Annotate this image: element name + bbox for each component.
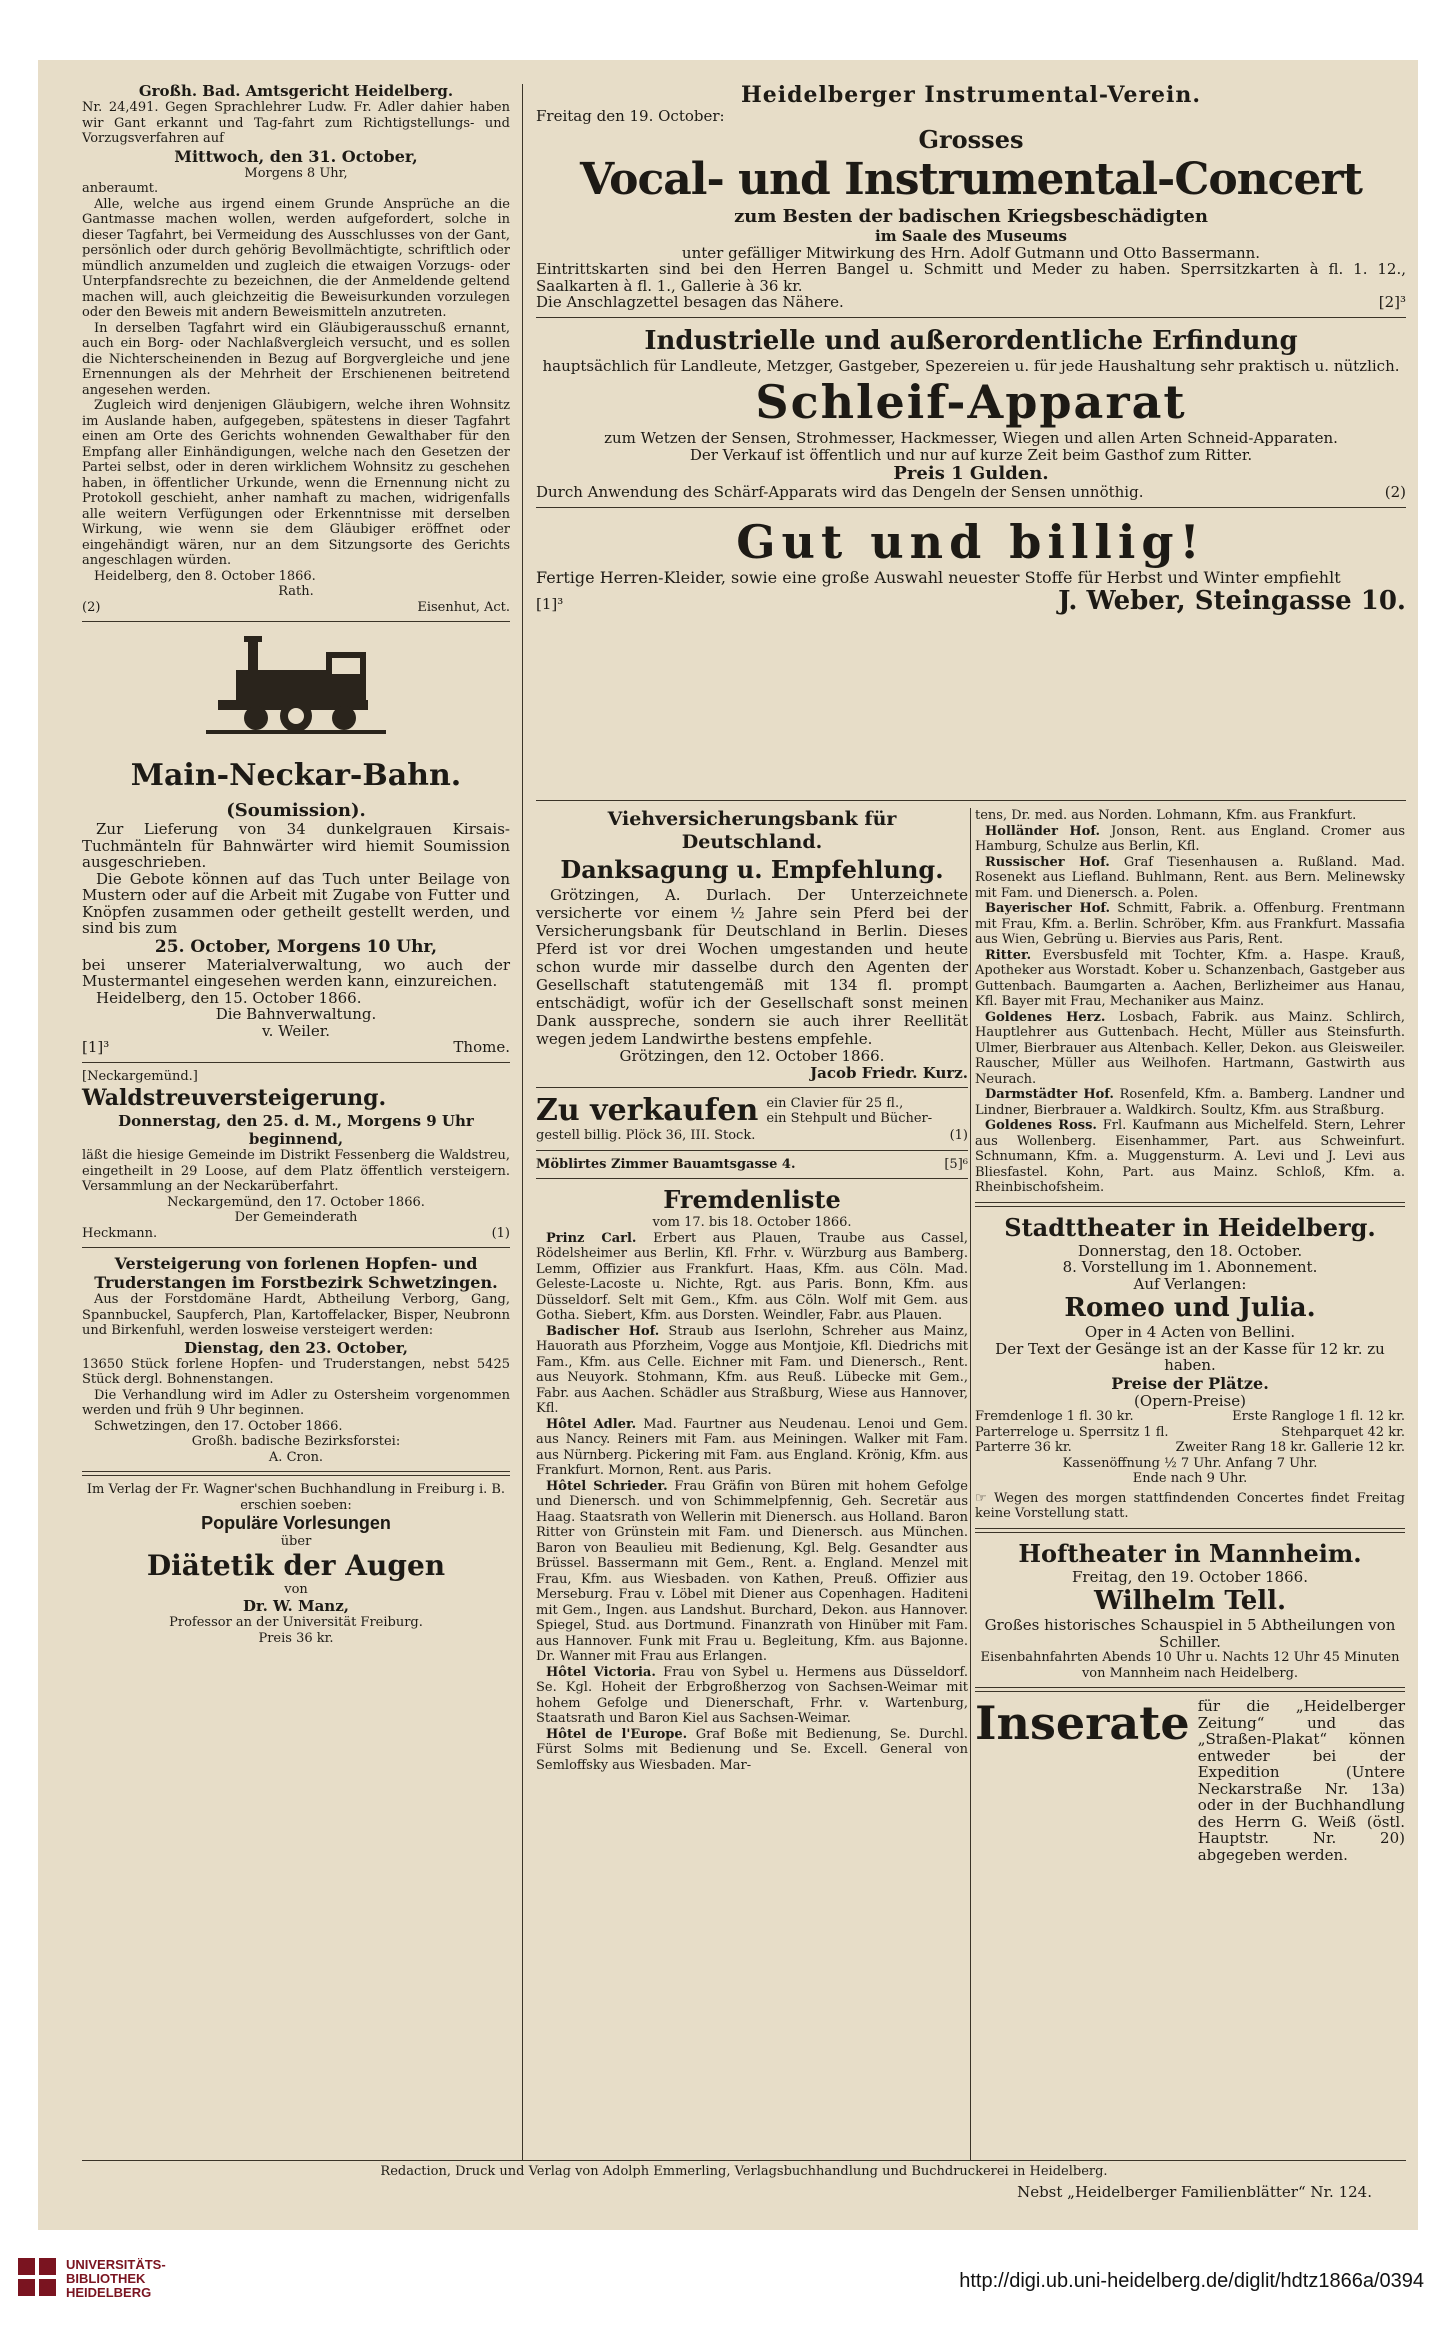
court-ref: (2) xyxy=(82,599,101,615)
hof-desc: Großes historisches Schauspiel in 5 Abtheilungen von Schiller. xyxy=(984,1616,1396,1651)
verkauf-advert xyxy=(536,1094,968,1128)
book-prof: Professor an der Universität Freiburg. xyxy=(169,1615,423,1630)
stadt-title: Stadttheater in Heidelberg. xyxy=(1004,1212,1376,1242)
concert-line-5: Die Anschlagzettel besagen das Nähere. xyxy=(536,293,844,311)
wald-org: Der Gemeinderath xyxy=(234,1210,358,1225)
fremdenliste xyxy=(536,1185,968,1773)
schleif-price: Preis 1 Gulden. xyxy=(893,463,1049,484)
vieh-advert xyxy=(536,808,968,1081)
hopfen-title: Versteigerung von forlenen Hopfen- und Truderstangen im Forstbezirk Schwetzingen. xyxy=(94,1254,498,1292)
rail-signer: v. Weiler. xyxy=(261,1021,331,1040)
court-date-line: Heidelberg, den 8. October 1866. xyxy=(94,568,316,584)
stadt-ende: Ende nach 9 Uhr. xyxy=(1132,1471,1248,1486)
book-von: von xyxy=(284,1581,308,1597)
fremde-title: Fremdenliste xyxy=(663,1185,841,1214)
verkauf-line-1: ein Clavier für 25 fl., xyxy=(766,1095,904,1111)
verkauf-title: Zu verkaufen xyxy=(536,1093,759,1128)
book-price: Preis 36 kr. xyxy=(258,1630,334,1646)
moebl-ref: [5]⁶ xyxy=(944,1156,968,1172)
column-2-lower xyxy=(536,808,968,1773)
stadt-desc: Oper in 4 Acten von Bellini. xyxy=(1084,1323,1296,1341)
price-row: Fremdenloge 1 fl. 30 kr. Erste Rangloge 1 fl. 12 kr. xyxy=(975,1409,1405,1424)
book-author: Dr. W. Manz, xyxy=(243,1597,349,1615)
hof-play: Wilhelm Tell. xyxy=(1093,1586,1287,1616)
court-signer-2: Eisenhut, Act. xyxy=(417,599,510,615)
column-rule-right xyxy=(970,808,971,2160)
stadt-note: ☞ Wegen des morgen stattfindenden Concertes findet Freitag keine Vorstellung statt. xyxy=(975,1490,1405,1521)
column-3 xyxy=(975,808,1405,1863)
court-notice xyxy=(82,82,510,615)
schleif-ref: (2) xyxy=(1384,483,1406,501)
schleif-line-3: Durch Anwendung des Schärf-Apparats wird das Dengeln der Sensen unnöthig. xyxy=(536,483,1144,501)
locomotive-icon xyxy=(196,630,396,750)
moebl-advert xyxy=(536,1157,968,1173)
fremde-entry: Hôtel Victoria. Frau von Sybel u. Hermens aus Düsseldorf. Se. Kgl. Hoheit der Erbgroßherzog von Sachsen-Weimar mit hohem Gefolge und Dienerschaft, Frhr. v. Wartenburg, Staatsrath und Baron Kiel aus Sachsen-Weimar. xyxy=(536,1664,969,1726)
wald-date: Donnerstag, den 25. d. M., Morgens 9 Uhr beginnend, xyxy=(118,1112,474,1148)
moebl-text: Möblirtes Zimmer Bauamtsgasse 4. xyxy=(536,1156,796,1172)
concert-advert xyxy=(536,82,1406,311)
fremde-entry: Hôtel Adler. Mad. Faurtner aus Neudenau. Lenoi und Gem. aus Nancy. Reiners mit Fam. aus Meiningen. Walker mit Fam. aus Nürnberg. Pickering mit Fam. aus England. Krönig, Kfm. aus Frankfurt. Mornon, Rent. aus Paris. xyxy=(536,1416,968,1478)
hopfen-signer: A. Cron. xyxy=(268,1449,324,1465)
concert-line-3: unter gefälliger Mitwirkung des Hrn. Adolf Gutmann und Otto Bassermann. xyxy=(681,243,1261,262)
schleif-line-2: Der Verkauf ist öffentlich und nur auf kurze Zeit beim Gasthof zum Ritter. xyxy=(689,445,1253,464)
court-time: Morgens 8 Uhr, xyxy=(244,165,348,181)
fremde-entry: Ritter. Eversbusfeld mit Tochter, Kfm. a. Haspe. Krauß, Apotheker aus Worstadt. Kober u. Schanzenbach, Gastgeber aus Guttenbach. Baumgarten a. Aachen, Berlizheimer aus Hanau, Kfl. Bayer mit Frau, Mechaniker aus Mainz. xyxy=(975,947,1405,1009)
weber-text: Fertige Herren-Kleider, sowie eine große Auswahl neuester Stoffe für Herbst und Winter empfiehlt xyxy=(536,567,1341,587)
rail-deadline: 25. October, Morgens 10 Uhr, xyxy=(154,936,438,957)
wald-date-line: Neckargemünd, den 17. October 1866. xyxy=(167,1194,425,1210)
fremde-entry: Holländer Hof. Jonson, Rent. aus England. Cromer aus Hamburg, Schulze aus Berlin, Kfl. xyxy=(975,823,1405,854)
book-title-2: Diätetik der Augen xyxy=(146,1548,446,1582)
hopfen-text: Aus der Forstdomäne Hardt, Abtheilung Verborg, Gang, Spannbuckel, Saupferch, Plan, Kartoffelacker, Bisper, Neubronn und Birkenfuhl, werden losweise versteigert werden: xyxy=(82,1292,510,1338)
verkauf-ref: (1) xyxy=(949,1128,968,1143)
stadt-text: Der Text der Gesänge ist an der Kasse für 12 kr. zu haben. xyxy=(995,1339,1385,1374)
hof-title: Hoftheater in Mannheim. xyxy=(1018,1538,1362,1568)
vieh-date-line: Grötzingen, den 12. October 1866. xyxy=(619,1047,885,1065)
hof-date: Freitag, den 19. October 1866. xyxy=(1071,1567,1308,1586)
weber-title: Gut und billig! xyxy=(736,514,1206,569)
court-header: Großh. Bad. Amtsgericht Heidelberg. xyxy=(138,82,454,100)
hopfen-text-2: Die Verhandlung wird im Adler zu Ostersheim vorgenommen werden und früh 9 Uhr beginnen. xyxy=(82,1387,510,1418)
schleif-line-1: zum Wetzen der Sensen, Strohmesser, Hackmesser, Wiegen und allen Arten Schneid-Apparaten. xyxy=(604,429,1338,447)
hoftheater xyxy=(975,1539,1405,1682)
verkauf-line-3: gestell billig. Plöck 36, III. Stock. xyxy=(536,1128,756,1143)
rail-subtitle: (Soumission). xyxy=(226,800,366,821)
wald-title: Waldstreuversteigerung. xyxy=(82,1085,387,1111)
hopfen-date: Dienstag, den 23. October, xyxy=(184,1338,408,1357)
fremde-entry: Goldenes Ross. Frl. Kaufmann aus Michelfeld. Stern, Lehrer aus Wollenberg. Eisenhammer, Part. aus Schweinfurt. Schnumann, Kfm. a. Muggensturm. A. Levi und J. Levi aus Bliesfastel. Kohn, Part. aus Mainz. Schloß, Kfm. a. Rheinbischofsheim. xyxy=(975,1118,1406,1195)
fremde-sub: vom 17. bis 18. October 1866. xyxy=(652,1215,852,1230)
court-signer: Rath. xyxy=(278,584,314,599)
concert-line-1: zum Besten der badischen Kriegsbeschädigten xyxy=(734,205,1208,227)
wald-place: [Neckargemünd.] xyxy=(82,1068,198,1084)
column-1 xyxy=(82,82,510,1646)
stadt-preise: Preise der Plätze. xyxy=(1111,1373,1269,1393)
court-paragraph-1: Alle, welche aus irgend einem Grunde Ansprüche an die Gantmasse machen wollen, werden aufgefordert, solche in dieser Tagfahrt, bei Vermeidung des Ausschlusses von der Gant, persönlich oder durch gehörig Bevollmächtigte, schriftlich oder mündlich anzumelden und zugleich die etwaigen Vorzugs- oder Unterpfandsrechte zu bezeichnen, die der Anmeldende geltend machen will, auch gleichzeitig die Beweisurkunden vorzulegen oder den Beweis mit andern Beweismitteln anzutreten. xyxy=(82,196,510,320)
column-2-top xyxy=(536,82,1406,616)
fremde-entry: Prinz Carl. Erbert aus Plauen, Traube aus Cassel, Rödelsheimer aus Berlin, Kfl. Frhr. v. Würzburg aus Bamberg. Lemm, Offizier aus Frankfurt. Haas, Kfm. aus Cöln. Mad. Geleste-Lacoste u. Nichte, Rgt. aus Paris. Bonn, Kfm. aus Düsseldorf. Selt mit Gem., Kfm. aus Cöln. Wolf mit Gem. aus Gotha. Siebert, Kfm. aus Dorsten. Weindler, Fabr. aus Plauen. xyxy=(536,1230,968,1323)
stadt-play: Romeo und Julia. xyxy=(1064,1293,1316,1323)
stadt-opern: (Opern-Preise) xyxy=(1134,1391,1246,1410)
hopfen-items: 13650 Stück forlene Hopfen- und Truderstangen, nebst 5425 Stück dergl. Bohnenstangen. xyxy=(82,1356,510,1387)
concert-line-4: Eintrittskarten sind bei den Herren Bangel u. Schmitt und Meder zu haben. Sperrsitzkarten à fl. 1. 12., Saalkarten à fl. 1., Gallerie à 36 kr. xyxy=(536,260,1406,295)
schleif-sub: hauptsächlich für Landleute, Metzger, Gastgeber, Spezereien u. für jede Haushaltung sehr praktisch u. nützlich. xyxy=(542,356,1400,375)
stadt-date: Donnerstag, den 18. October. xyxy=(1077,1241,1303,1260)
stadttheater xyxy=(975,1213,1405,1522)
vieh-title: Viehversicherungsbank für Deutschland. xyxy=(607,808,897,853)
schleif-head: Industrielle und außerordentliche Erfindung xyxy=(644,325,1298,356)
fremde-entry: Darmstädter Hof. Rosenfeld, Kfm. a. Bamberg. Landner und Lindner, Bierbrauer a. Waldkirch. Soultz, Kfm. aus Straßburg. xyxy=(975,1087,1405,1118)
rail-signer-2: Thome. xyxy=(453,1038,510,1056)
book-advert xyxy=(82,1482,510,1646)
fremde-entry: Goldenes Herz. Losbach, Fabrik. aus Mainz. Schlirch, Hauptlehrer aus Guttenbach. Hecht, Müller aus Steinsfurth. Ulmer, Bierbrauer aus Altenbach. Keller, Dekon. aus Gleisweiler. Rauscher, Müller aus Weilhofen. Hartmann, Gastwirth aus Neurach. xyxy=(975,1009,1406,1087)
concert-date: Freitag den 19. October: xyxy=(536,107,725,125)
fremdenliste-continued xyxy=(975,808,1405,1196)
concert-title: Vocal- und Instrumental-Concert xyxy=(580,153,1362,205)
library-logo-text: UNIVERSITÄTS- BIBLIOTHEK HEIDELBERG xyxy=(66,2257,166,2300)
weber-name: J. Weber, Steingasse 10. xyxy=(1058,586,1406,616)
rail-notice xyxy=(82,758,510,1056)
wald-ref: (1) xyxy=(491,1225,510,1241)
hopfen-date-line: Schwetzingen, den 17. October 1866. xyxy=(94,1418,343,1434)
book-ueber: über xyxy=(280,1534,312,1549)
pointing-hand-icon: ☞ xyxy=(975,1490,994,1506)
schleif-title: Schleif-Apparat xyxy=(755,375,1187,429)
price-row: Parterreloge u. Sperrsitz 1 fl. Stehparquet 42 kr. xyxy=(975,1424,1405,1440)
rail-ref: [1]³ xyxy=(82,1038,110,1056)
inserate-text: für die „Heidelberger Zeitung“ und das „Straßen-Plakat“ können entweder bei der Expedition (Untere Neckarstraße Nr. 13a) oder in der Buchhandlung des Herrn G. Weiß (östl. Hauptstr. Nr. 20) abgegeben werden. xyxy=(1197,1697,1405,1864)
stadt-auf: Auf Verlangen: xyxy=(1133,1274,1247,1293)
university-library-logo-icon xyxy=(18,2258,56,2296)
rail-paragraph-3: bei unserer Materialverwaltung, wo auch der Mustermantel eingesehen werden kann, einzureichen. xyxy=(82,955,510,990)
fremde-entry: Hôtel de l'Europe. Graf Boße mit Bedienung, Se. Durchl. Fürst Solms mit Bedienung und Se. Excell. General von Semloffsky aus Wiesbaden. Mar- xyxy=(536,1726,968,1773)
beilage-line: Nebst „Heidelberger Familienblätter“ Nr. 124. xyxy=(1017,2183,1372,2201)
court-date: Mittwoch, den 31. October, xyxy=(174,146,418,166)
rail-paragraph-2: Die Gebote können auf das Tuch unter Beilage von Mustern oder auf die Arbeit mit Zugabe von Futter und Knöpfen zusammen oder getheilt gestellt werden, und sind bis zum xyxy=(82,869,510,937)
stadt-vorstellung: 8. Vorstellung im 1. Abonnement. xyxy=(1062,1258,1318,1276)
source-url[interactable]: http://digi.ub.uni-heidelberg.de/diglit/hdtz1866a/0394 xyxy=(959,2270,1424,2292)
rail-paragraph-1: Zur Lieferung von 34 dunkelgrauen Kirsais-Tuchmänteln für Bahnwärter wird hiemit Soumission ausgeschrieben. xyxy=(82,820,510,871)
concert-ref: [2]³ xyxy=(1378,293,1406,311)
fremde-entry: Hôtel Schrieder. Frau Gräfin von Büren mit hohem Gefolge und Dienersch. und von Schimmelpfennig, Geh. Secretär aus Haag. Staatsrath von Wellerin mit Dienersch. aus Holland. Baron Ritter von Grünstein mit Fam. und Dienersch. aus München. Baron von Beaulieu mit Bedienung, Kgl. Belg. Gesandter aus Brüssel. Bassermann mit Gem., Rent. a. England. Menzel mit Frau, Kfm. aus Wiesbaden. von Kathen, Preuß. Offizier aus Merseburg. Frau v. Löbel mit Diener aus Copenhagen. Haditeni mit Gem., Ingen. aus Landshut. Burchard, Dekon. aus Hannover. Spiegel, Stud. aus Dortmund. Finanzrath von Hinüber mit Fam. aus Hannover. Funk mit Frau u. Begleitung, Kfm. aus Bajonne. Dr. Wanner mit Frau aus Erlangen. xyxy=(536,1478,968,1664)
vieh-sub: Danksagung u. Empfehlung. xyxy=(560,855,944,884)
hopfen-notice xyxy=(82,1254,510,1465)
weber-ref: [1]³ xyxy=(536,595,564,613)
wald-notice xyxy=(82,1069,510,1242)
inserate-title: Inserate xyxy=(975,1696,1190,1750)
court-anberaumt: anberaumt. xyxy=(82,181,159,196)
wald-text: läßt die hiesige Gemeinde im Distrikt Fessenberg die Waldstreu, eingetheilt in 29 Loose, auf dem Platz öffentlich versteigern. Versammlung an der Neckarüberfahrt. xyxy=(82,1148,510,1194)
price-row: Parterre 36 kr. Zweiter Rang 18 kr. Gallerie 12 kr. xyxy=(975,1440,1405,1455)
vieh-text: Grötzingen, A. Durlach. Der Unterzeichnete versicherte vor einem ½ Jahre sein Pferd bei der Versicherungsbank für Deutschland in Berlin. Dieses Pferd ist vor drei Wochen umgestanden und heute schon wurde mir dasselbe durch den Agenten der Gesellschaft statutengemäß mit 134 fl. prompt entschädigt, wofür ich der Gesellschaft sonst meinen Dank ausspreche, sondern sie auch ihrer Reellität wegen jedem Landwirthe bestens empfehle. xyxy=(536,886,968,1048)
concert-line-2: im Saale des Museums xyxy=(875,226,1067,245)
rail-org: Die Bahnverwaltung. xyxy=(215,1005,377,1023)
fremde-entry: Russischer Hof. Graf Tiesenhausen a. Rußland. Mad. Rosenekt aus Liefland. Buhlmann, Rent. aus Bern. Melinewsky mit Fam. und Dienersch. a. Polen. xyxy=(975,854,1405,901)
court-nr-line: Nr. 24,491. Gegen Sprachlehrer Ludw. Fr. Adler dahier haben wir Gant erkannt und Tag-fahrt zum Richtigstellungs- und Vorzugsverfahren auf xyxy=(82,100,510,146)
verkauf-line-2: ein Stehpult und Bücher- xyxy=(766,1111,933,1126)
inserate-notice xyxy=(975,1698,1405,1863)
rail-title: Main-Neckar-Bahn. xyxy=(130,758,462,793)
court-paragraph-3: Zugleich wird denjenigen Gläubigern, welche ihren Wohnsitz im Auslande haben, aufgegeben, spätestens in dieser Tagfahrt einen am Orte des Gerichts wohnenden Gewalthaber für den Empfang aller Einhändigungen, welche nach den Gesetzen der Partei selbst, oder in deren wirklichem Wohnsitz zu geschehen haben, in öffentlicher Urkunde, wenn die Ernennung nicht zu Protokoll geschieht, anher namhaft zu machen, widrigenfalls alle weitern Verfügungen oder Erkenntnisse mit derselben Wirkung, wie wenn sie dem Gläubiger eröffnet oder eingehändigt wären, nur an dem Sitzungsorte des Gerichts angeschlagen würden. xyxy=(82,398,510,568)
fremde-entry: Bayerischer Hof. Schmitt, Fabrik. a. Offenburg. Frentmann mit Frau, Kfm. a. Berlin. Schröber, Kfm. aus Frankfurt. Massafia aus Wien, Gebrüng u. Biervies aus Paris, Rent. xyxy=(975,901,1405,947)
hof-train: Eisenbahnfahrten Abends 10 Uhr u. Nachts 12 Uhr 45 Minuten von Mannheim nach Heidelberg. xyxy=(980,1650,1400,1681)
court-paragraph-2: In derselben Tagfahrt wird ein Gläubigerausschuß ernannt, auch ein Borg- oder Nachlaßvergleich versucht, und es sollen die Nichterscheinenden in Bezug auf Borgvergleiche und jene Ernennungen als der Mehrheit der Erschienenen beitretend angesehen werden. xyxy=(82,320,510,398)
hopfen-org: Großh. badische Bezirksforstei: xyxy=(191,1434,401,1449)
vieh-signer: Jacob Friedr. Kurz. xyxy=(810,1063,968,1082)
weber-advert xyxy=(536,514,1406,617)
schleif-advert xyxy=(536,324,1406,501)
book-title-1: Populäre Vorlesungen xyxy=(201,1513,391,1533)
rail-date-line: Heidelberg, den 15. October 1866. xyxy=(96,988,362,1007)
printer-line: Redaction, Druck und Verlag von Adolph Emmerling, Verlagsbuchhandlung und Buchdruckerei in Heidelberg. xyxy=(380,2164,1108,2179)
stadt-kasse: Kassenöffnung ½ 7 Uhr. Anfang 7 Uhr. xyxy=(1062,1455,1318,1471)
column-rule-left xyxy=(522,84,523,2160)
wald-signer: Heckmann. xyxy=(82,1225,158,1241)
book-intro: Im Verlag der Fr. Wagner'schen Buchhandlung in Freiburg i. B. erschien soeben: xyxy=(86,1482,506,1513)
concert-grosses: Grosses xyxy=(918,124,1024,154)
concert-org: Heidelberger Instrumental-Verein. xyxy=(740,82,1202,108)
fremde-entry: tens, Dr. med. aus Norden. Lohmann, Kfm. aus Frankfurt. xyxy=(975,808,1357,823)
fremde-entry: Badischer Hof. Straub aus Iserlohn, Schreher aus Mainz, Hauorath aus Pforzheim, Vogge aus Montjoie, Kfl. Diedrichs mit Fam., Kfm. aus Celle. Eichner mit Fam. und Dienersch., Rent. aus Neuyork. Stohmann, Kfm. aus Reuß. Lübecke mit Gem., Fabr. aus Aachen. Schädler aus Straßburg, Wiese aus Hannover, Kfl. xyxy=(536,1323,969,1416)
